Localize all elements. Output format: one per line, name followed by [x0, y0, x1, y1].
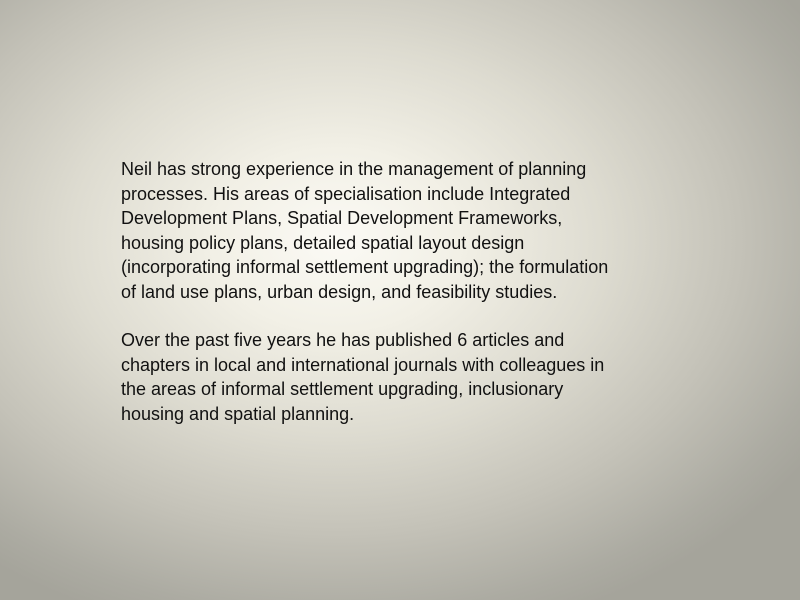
slide-body-text	[121, 157, 681, 426]
paragraph-publications: Over the past five years he has published 6 articles and chapters in local and international journals with colleagues in the areas of informal settlement upgrading, inclusionary housing and spatial planning.	[121, 330, 605, 424]
paragraph-experience: Neil has strong experience in the management of planning processes. His areas of specialisation include Integrated Development Plans, Spatial Development Frameworks, housing policy plans, detailed spatial layout design (incorporating informal settlement upgrading); the formulation of land use plans, urban design, and feasibility studies.	[121, 159, 609, 302]
